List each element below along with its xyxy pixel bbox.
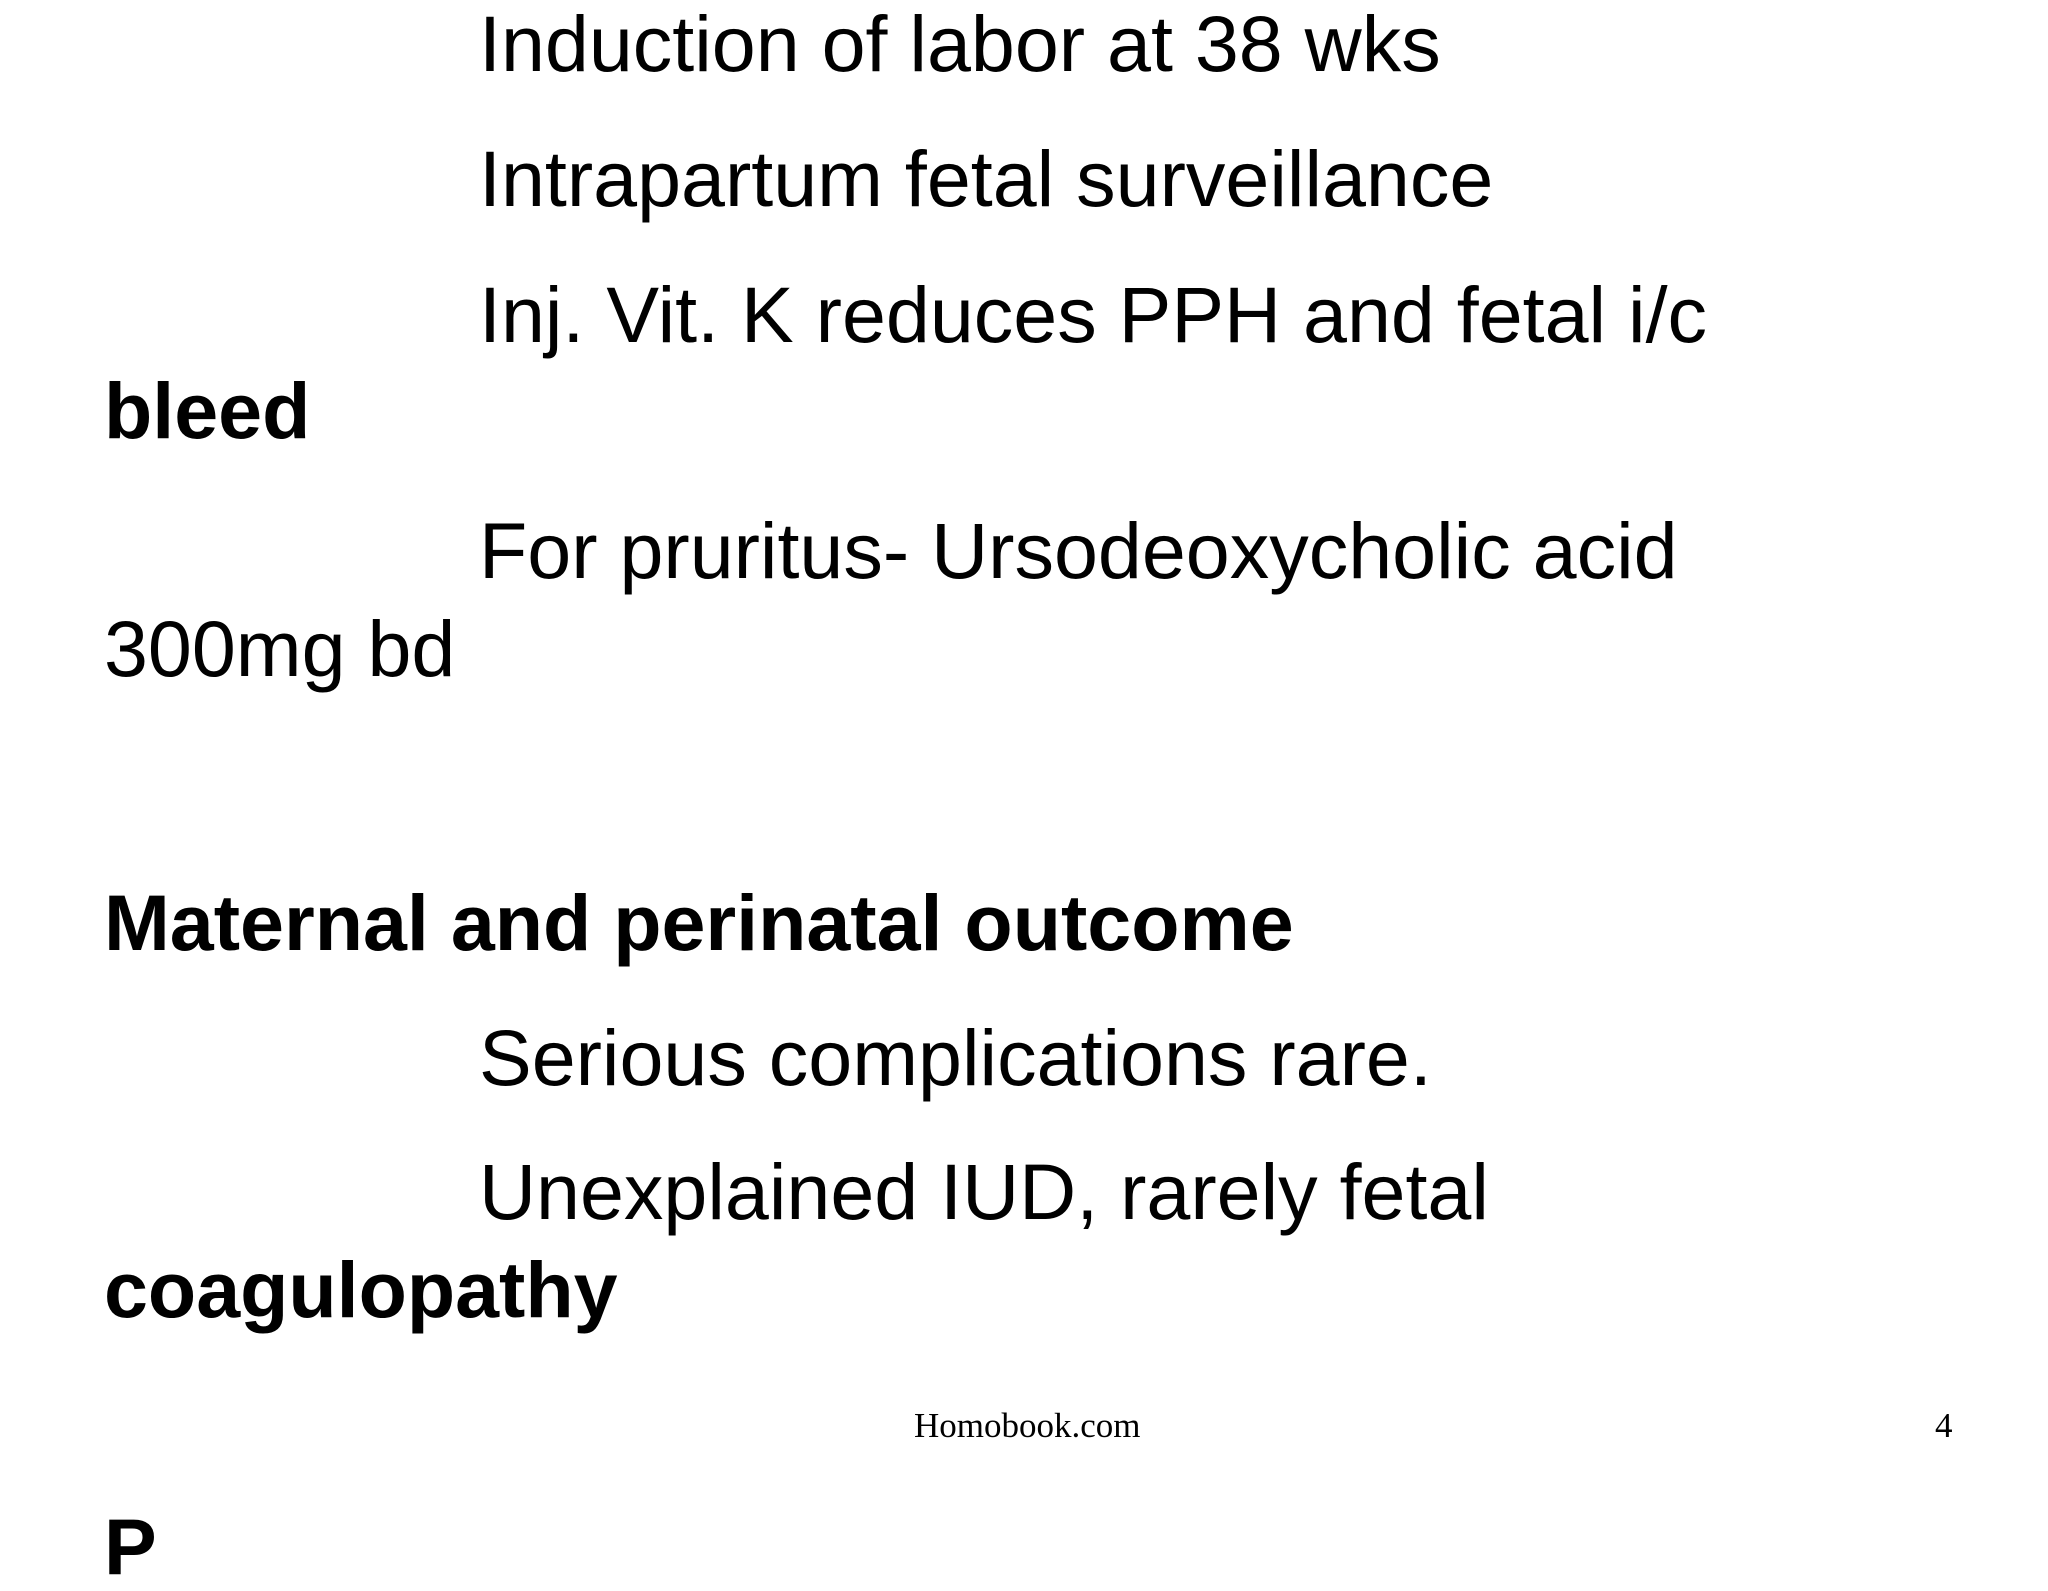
footer-site-name: Homobook.com xyxy=(914,1406,1141,1445)
text-line-coagulopathy: coagulopathy xyxy=(104,1245,618,1334)
text-line-bleed: bleed xyxy=(104,366,311,455)
text-line-pruritus-treatment: For pruritus- Ursodeoxycholic acid xyxy=(479,506,1678,595)
text-line-unexplained-iud: Unexplained IUD, rarely fetal xyxy=(479,1147,1489,1236)
page-number: 4 xyxy=(1935,1406,1953,1445)
section-heading-outcome: Maternal and perinatal outcome xyxy=(104,878,1294,967)
text-line-vitamin-k: Inj. Vit. K reduces PPH and fetal i/c xyxy=(479,270,1708,359)
text-line-cut-off: P xyxy=(104,1502,157,1591)
text-line-dosage: 300mg bd xyxy=(104,604,456,693)
text-line-intrapartum-surveillance: Intrapartum fetal surveillance xyxy=(479,134,1494,223)
text-line-serious-complications: Serious complications rare. xyxy=(479,1013,1432,1102)
text-line-induction-of-labor: Induction of labor at 38 wks xyxy=(479,0,1441,88)
